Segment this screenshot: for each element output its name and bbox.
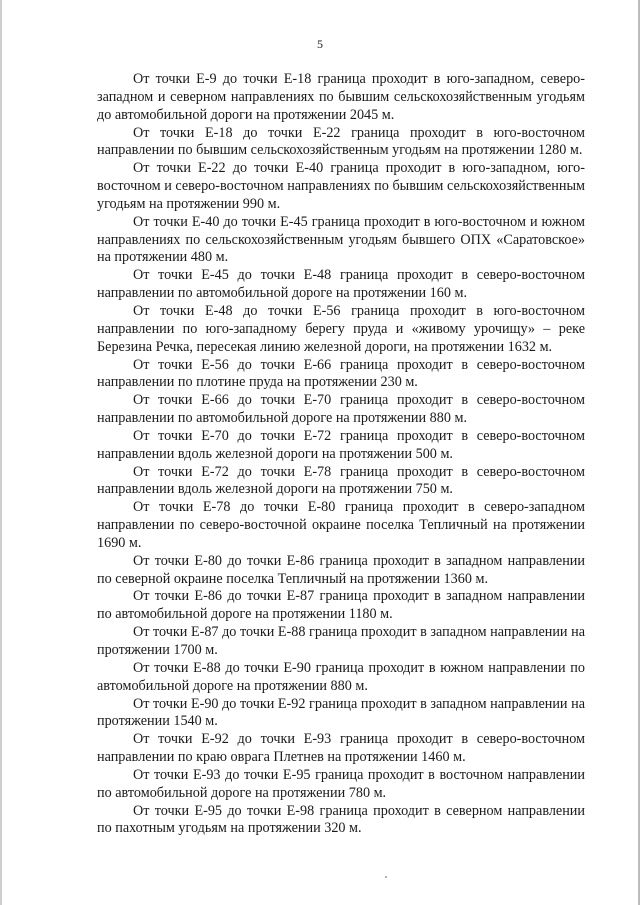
scan-edge-left (0, 0, 2, 905)
boundary-paragraph-e88-e90: От точки Е-88 до точки Е-90 граница проходит в южном направлении по автомобильной дороге на протяжении 880 м. (97, 659, 585, 694)
boundary-paragraph-e70-e72: От точки Е-70 до точки Е-72 граница проходит в северо-восточном направлении вдоль железной дороги на протяжении 500 м. (97, 427, 585, 462)
page-number: 5 (317, 37, 323, 51)
boundary-paragraph-e78-e80: От точки Е-78 до точки Е-80 граница проходит в северо-западном направлении по северо-восточной окраине поселка Тепличный на протяжении 1690 м. (97, 499, 585, 551)
boundary-paragraph-e86-e87: От точки Е-86 до точки Е-87 граница проходит в западном направлении по автомобильной дороге на протяжении 1180 м. (97, 588, 585, 623)
boundary-paragraph-e66-e70: От точки Е-66 до точки Е-70 граница проходит в северо-восточном направлении по автомобильной дороге на протяжении 880 м. (97, 392, 585, 427)
boundary-paragraph-e90-e92: От точки Е-90 до точки Е-92 граница проходит в западном направлении на протяжении 1540 м. (97, 695, 585, 730)
boundary-paragraph-e95-e98: От точки Е-95 до точки Е-98 граница проходит в северном направлении по пахотным угодьям на протяжении 320 м. (97, 802, 585, 837)
boundary-paragraph-e56-e66: От точки Е-56 до точки Е-66 граница проходит в северо-восточном направлении по плотине пруда на протяжении 230 м. (97, 356, 585, 391)
boundary-paragraph-e9-e18: От точки Е-9 до точки Е-18 граница проходит в юго-западном, северо-западном и северном направлениях по бывшим сельскохозяйственным угодьям до автомобильной дороги на протяжении 2045 м. (97, 71, 585, 123)
boundary-paragraph-e40-e45: От точки Е-40 до точки Е-45 граница проходит в юго-восточном и южном направлениях по сельскохозяйственным угодьям бывшего ОПХ «Саратовское» на протяжении 480 м. (97, 213, 585, 266)
boundary-paragraph-e22-e40: От точки Е-22 до точки Е-40 граница проходит в юго-западном, юго-восточном и северо-восточном направлениях по бывшим сельскохозяйственным угодьям на протяжении 990 м. (97, 160, 585, 212)
scan-speck (385, 876, 387, 878)
boundary-paragraph-e92-e93: От точки Е-92 до точки Е-93 граница проходит в северо-восточном направлении по краю оврага Плетнев на протяжении 1460 м. (97, 731, 585, 766)
boundary-paragraph-e87-e88: От точки Е-87 до точки Е-88 граница проходит в западном направлении на протяжении 1700 м. (97, 624, 585, 658)
body-text (97, 71, 585, 838)
boundary-paragraph-e93-e95: От точки Е-93 до точки Е-95 граница проходит в восточном направлении по автомобильной дороге на протяжении 780 м. (97, 766, 585, 801)
boundary-paragraph-e80-e86: От точки Е-80 до точки Е-86 граница проходит в западном направлении по северной окраине поселка Тепличный на протяжении 1360 м. (97, 552, 585, 587)
boundary-paragraph-e72-e78: От точки Е-72 до точки Е-78 граница проходит в северо-восточном направлении вдоль железной дороги на протяжении 750 м. (97, 463, 585, 498)
boundary-paragraph-e18-e22: От точки Е-18 до точки Е-22 граница проходит в юго-восточном направлении по бывшим сельскохозяйственным угодьям на протяжении 1280 м. (97, 124, 585, 159)
boundary-paragraph-e45-e48: От точки Е-45 до точки Е-48 граница проходит в северо-восточном направлении по автомобильной дороге на протяжении 160 м. (97, 267, 585, 302)
boundary-paragraph-e48-e56: От точки Е-48 до точки Е-56 граница проходит в юго-восточном направлении по юго-западному берегу пруда и «живому урочищу» – реке Березина Речка, пересекая линию железной дороги, на протяжении 1632 м. (97, 302, 585, 355)
